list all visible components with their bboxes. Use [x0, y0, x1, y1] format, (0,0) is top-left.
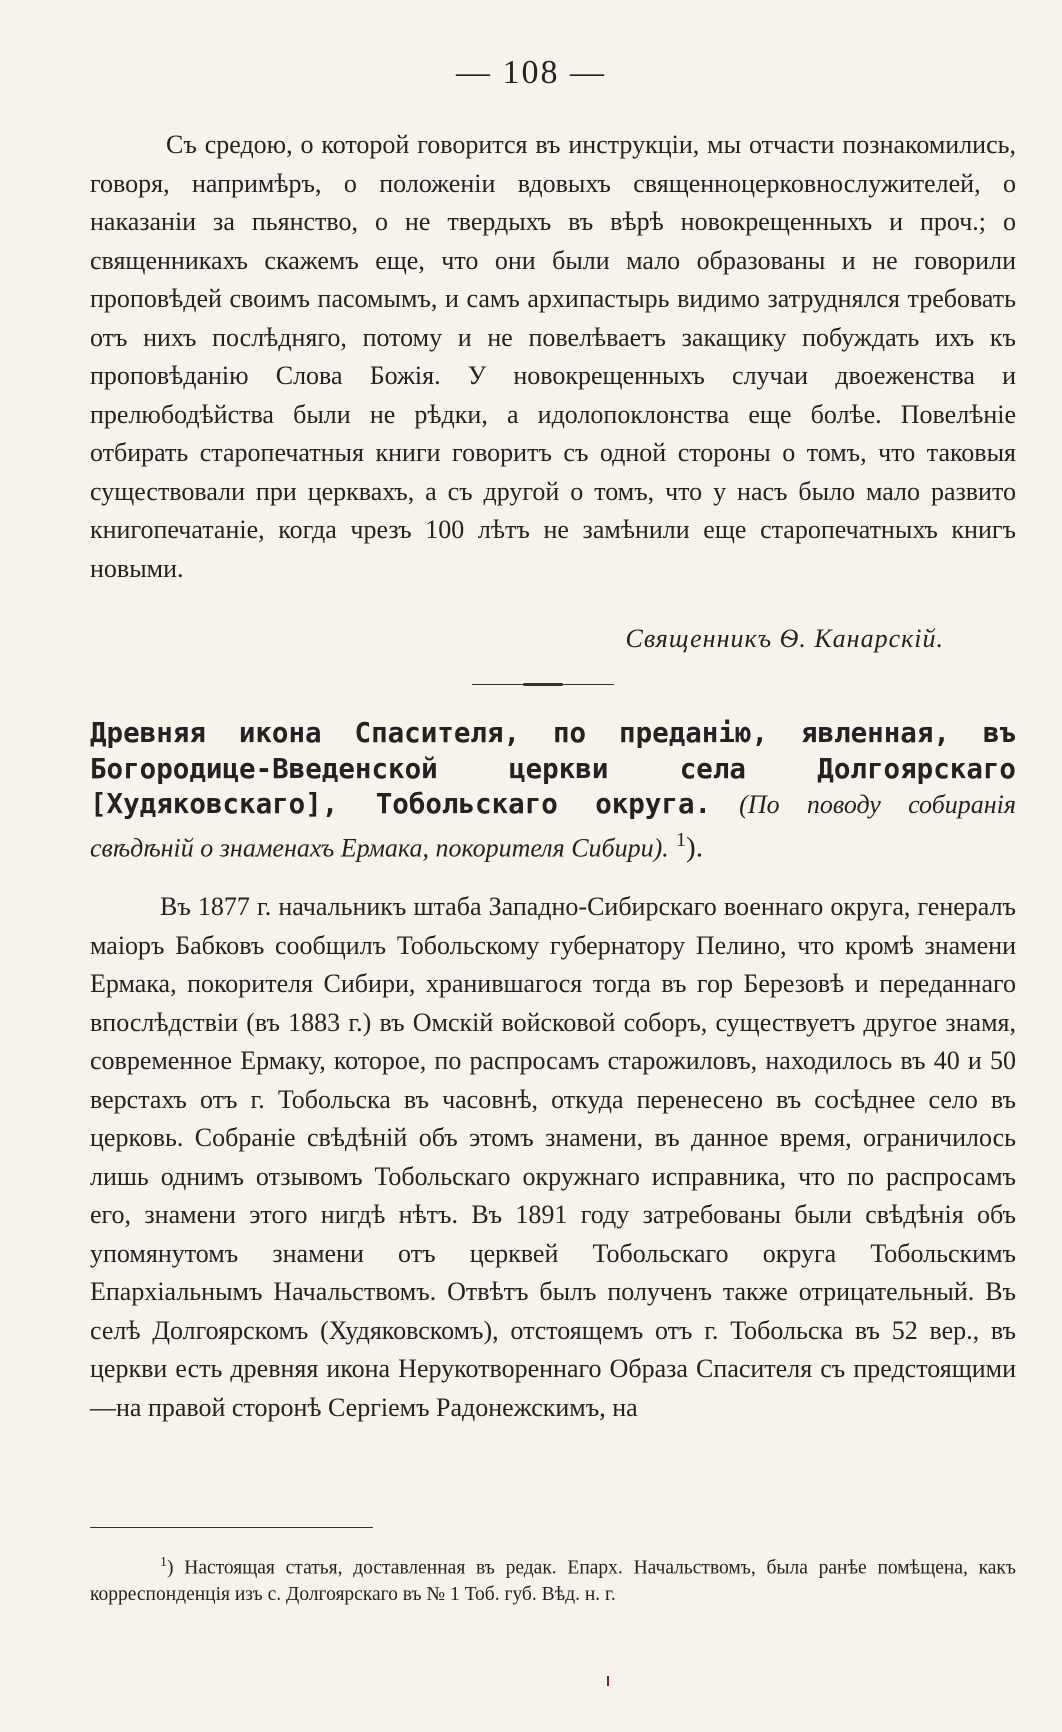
paragraph-instruction-context [90, 126, 1016, 588]
divider-ornament [523, 683, 563, 686]
page-number: — 108 — [456, 54, 606, 91]
article-heading [90, 716, 1016, 866]
ink-speck [607, 1676, 609, 1686]
section-divider [472, 683, 614, 687]
footnote-reference: 1 [676, 828, 687, 851]
paragraph-icon-history [90, 888, 1016, 1427]
author-signature: Священникъ Ѳ. Канарскій. [625, 624, 944, 653]
paragraph-text: Съ средою, о которой говорится въ инструкціи, мы отчасти познакомились, говоря, напримѣръ, о положеніи вдовыхъ священноцерковнослужителей, о наказаніи за пьянство, о не твердыхъ въ вѣрѣ новокрещенныхъ и проч.; о священникахъ скажемъ еще, что они были мало образованы и не говорили проповѣдей своимъ пасомымъ, и самъ архипастырь видимо затруднялся требовать отъ нихъ послѣдняго, потому и не повелѣваетъ закащику побуждать ихъ къ проповѣданію Слова Божія. У новокрещенныхъ случаи двоеженства и прелюбодѣйства были не рѣдки, а идолопоклонства еще болѣе. Повелѣніе отбирать старопечатныя книги говоритъ съ одной стороны о томъ, что таковыя существовали при церквахъ, а съ другой о томъ, что у насъ было мало развито книгопечатаніе, когда чрезъ 100 лѣтъ не замѣнили еще старопечатныхъ книгъ новыми. [90, 130, 1016, 583]
article-title: Древняя икона Спасителя, по преданію, явленная, въ Богородице-Введенской церкви села Долгоярскаго [Худяковскаго], Тобольскаго округа. [90, 717, 1016, 820]
footnote-rule [90, 1527, 373, 1528]
footnote-text: ) Настоящая статья, доставленная въ редак. Епарх. Начальствомъ, была ранѣе помѣщена, какъ корреспонденція изъ с. Долгоярскаго въ № 1 Тоб. губ. Вѣд. н. г. [90, 1557, 1016, 1605]
paragraph-text: Въ 1877 г. начальникъ штаба Западно-Сибирскаго военнаго округа, генералъ маіоръ Бабковъ сообщилъ Тобольскому губернатору Пелино, что кромѣ знамени Ермака, покорителя Сибири, хранившагося тогда въ гор Березовѣ и переданнаго впослѣдствіи (въ 1883 г.) въ Омскій войсковой соборъ, существуетъ другое знамя, современное Ермаку, которое, по распросамъ старожиловъ, находилось въ 40 и 50 верстахъ отъ г. Тобольска въ часовнѣ, откуда перенесено въ сосѣднее село въ церковь. Собраніе свѣдѣній объ этомъ знамени, въ данное время, ограничилось лишь однимъ отзывомъ Тобольскаго окружнаго исправника, что по распросамъ его, знамени этого нигдѣ нѣтъ. Въ 1891 году затребованы были свѣдѣнія объ упомянутомъ знамени отъ церквей Тобольскаго округа Тобольскимъ Епархіальнымъ Начальствомъ. Отвѣтъ былъ полученъ также отрицательный. Въ селѣ Долгоярскомъ (Худяковскомъ), отстоящемъ отъ г. Тобольска въ 52 вер., въ церкви есть древняя икона Нерукотвореннаго Образа Спасителя съ предстоящими—на правой сторонѣ Сергіемъ Радонежскимъ, на [90, 892, 1016, 1422]
heading-tail: ). [686, 831, 703, 864]
footnote [90, 1550, 1016, 1608]
footnote-mark: 1 [160, 1555, 167, 1570]
article-subtitle: (По поводу собиранія свѣдѣній о знаменахъ Ермака, покорителя Сибири). [90, 790, 1016, 863]
